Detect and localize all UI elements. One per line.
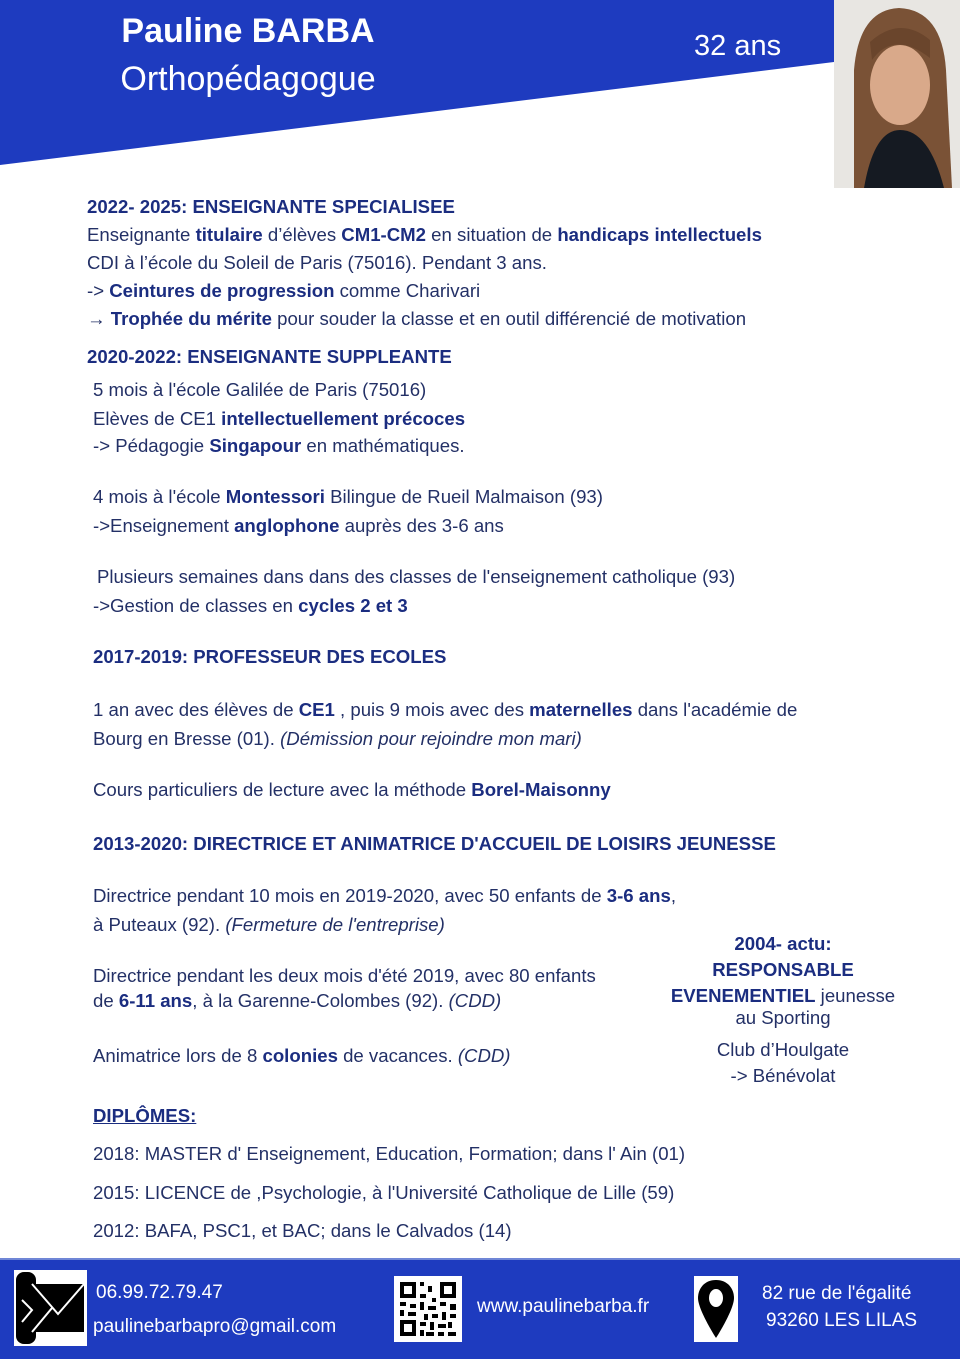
italic-text: (Fermeture de l'entreprise) [225, 914, 445, 935]
website-link[interactable]: www.paulinebarba.fr [477, 1296, 650, 1317]
profile-photo [834, 0, 960, 188]
text-line [93, 434, 465, 458]
text-line [87, 307, 746, 331]
bold-text: cycles 2 et 3 [298, 595, 408, 616]
text-segment: pour souder la classe et en outil différencié de motivation [271, 308, 747, 329]
bold-text: 2004- actu: [734, 933, 832, 954]
text-segment: à Puteaux (92). [93, 914, 226, 935]
text-segment: -> [87, 280, 110, 301]
bold-text: RESPONSABLE [712, 959, 854, 980]
text-line [93, 913, 445, 937]
text-line [93, 514, 504, 538]
volunteer-line [655, 1064, 911, 1088]
text-line [93, 485, 603, 509]
text-segment: jeunesse [815, 985, 896, 1006]
bold-text: Singapour [209, 435, 302, 456]
text-segment: Club d’Houlgate [716, 1039, 850, 1060]
text-line [93, 778, 611, 802]
italic-text: (Démission pour rejoindre mon mari) [280, 728, 582, 749]
text-line [87, 279, 480, 303]
location-pin-icon [694, 1276, 738, 1342]
section-heading [93, 1104, 196, 1128]
text-segment: 2015: LICENCE de ,Psychologie, à l'Université Catholique de Lille (59) [93, 1182, 675, 1203]
text-segment: 2013-2020: DIRECTRICE ET ANIMATRICE D'ACCUEIL DE LOISIRS JEUNESSE [93, 833, 776, 854]
bold-text: CE1 [298, 699, 335, 720]
bold-text: maternelles [529, 699, 633, 720]
text-line [93, 727, 582, 751]
text-segment: Plusieurs semaines dans dans des classes de l'enseignement catholique (93) [97, 566, 736, 587]
text-segment: 2020-2022: ENSEIGNANTE SUPPLEANTE [87, 346, 452, 367]
text-segment: , [670, 885, 676, 906]
text-segment: 2017-2019: PROFESSEUR DES ECOLES [93, 646, 447, 667]
bold-text: intellectuellement précoces [221, 408, 466, 429]
volunteer-line [655, 984, 911, 1008]
text-segment: dans l'académie de [632, 699, 798, 720]
text-segment: 2018: MASTER d' Enseignement, Education, Formation; dans l' Ain (01) [93, 1143, 686, 1164]
text-segment: , puis 9 mois avec des [334, 699, 530, 720]
section-heading [93, 832, 776, 856]
qr-code-icon[interactable] [394, 1276, 462, 1342]
bold-text: handicaps intellectuels [557, 224, 762, 245]
bold-text: Montessori [225, 486, 325, 507]
text-line [87, 251, 547, 275]
text-line [97, 565, 735, 589]
text-segment: -> Bénévolat [730, 1065, 836, 1086]
text-line [93, 989, 501, 1013]
section-heading [87, 345, 452, 369]
text-segment: 1 an avec des élèves de [93, 699, 299, 720]
volunteer-line [655, 1006, 911, 1030]
text-segment: ->Enseignement [93, 515, 235, 536]
bold-text: titulaire [195, 224, 263, 245]
email-link[interactable]: paulinebarbapro@gmail.com [93, 1316, 337, 1337]
text-line [93, 1181, 674, 1205]
text-segment: Elèves de CE1 [93, 408, 222, 429]
text-segment: 5 mois à l'école Galilée de Paris (75016) [93, 379, 427, 400]
candidate-title: Orthopédagogue [120, 60, 376, 98]
contact-footer [0, 1258, 960, 1359]
bold-text: 3-6 ans [606, 885, 671, 906]
text-line [93, 594, 408, 618]
text-segment: de vacances. [337, 1045, 458, 1066]
text-segment: DIPLÔMES: [93, 1105, 197, 1126]
volunteer-line [655, 932, 911, 956]
text-segment: -> Pédagogie [93, 435, 210, 456]
text-segment: ->Gestion de classes en [93, 595, 299, 616]
text-line [93, 378, 426, 402]
text-segment: , à la Garenne-Colombes (92). [192, 990, 449, 1011]
candidate-name: Pauline BARBA [121, 12, 375, 50]
phone-number[interactable]: 06.99.72.79.47 [96, 1282, 223, 1303]
text-line [87, 223, 762, 247]
text-segment: 4 mois à l'école [93, 486, 226, 507]
envelope-phone-icon [14, 1270, 87, 1346]
text-segment: Cours particuliers de lecture avec la méthode [93, 779, 472, 800]
candidate-age: 32 ans [694, 30, 782, 62]
text-segment: Animatrice lors de 8 [93, 1045, 263, 1066]
text-line [93, 1219, 512, 1243]
volunteer-line [655, 1038, 911, 1062]
address-street: 82 rue de l'égalité [762, 1283, 912, 1304]
volunteer-line [655, 958, 911, 982]
text-segment: CDI à l’école du Soleil de Paris (75016). Pendant 3 ans. [87, 252, 547, 273]
text-segment: en mathématiques. [301, 435, 465, 456]
text-segment: auprès des 3-6 ans [339, 515, 504, 536]
text-segment: → [87, 308, 111, 329]
bold-text: Borel-Maisonny [471, 779, 611, 800]
text-segment: 2012: BAFA, PSC1, et BAC; dans le Calvados (14) [93, 1220, 512, 1241]
text-segment: 2022- 2025: ENSEIGNANTE SPECIALISEE [87, 196, 455, 217]
italic-text: (CDD) [457, 1045, 511, 1066]
text-segment: Directrice pendant les deux mois d'été 2019, avec 80 enfants [93, 965, 596, 986]
text-segment: au Sporting [735, 1007, 831, 1028]
text-segment: Bourg en Bresse (01). [93, 728, 281, 749]
section-heading [93, 645, 446, 669]
text-segment: en situation de [426, 224, 558, 245]
text-line [93, 1142, 685, 1166]
bold-text: colonies [262, 1045, 338, 1066]
bold-text: Ceintures de progression [109, 280, 335, 301]
text-segment: Directrice pendant 10 mois en 2019-2020, avec 50 enfants de [93, 885, 607, 906]
text-segment: d’élèves [262, 224, 342, 245]
text-segment: Bilingue de Rueil Malmaison (93) [324, 486, 603, 507]
text-segment: de [93, 990, 119, 1011]
text-line [93, 407, 465, 431]
text-segment: comme Charivari [334, 280, 481, 301]
bold-text: anglophone [234, 515, 340, 536]
address-city: 93260 LES LILAS [766, 1310, 918, 1331]
text-line [93, 884, 676, 908]
text-line [93, 698, 797, 722]
bold-text: CM1-CM2 [341, 224, 427, 245]
bold-text: 6-11 ans [118, 990, 193, 1011]
text-line [93, 1044, 511, 1068]
section-heading [87, 195, 455, 219]
bold-text: EVENEMENTIEL [670, 985, 816, 1006]
bold-text: Trophée du mérite [110, 308, 272, 329]
text-line [93, 964, 596, 988]
italic-text: (CDD) [448, 990, 502, 1011]
text-segment: Enseignante [87, 224, 196, 245]
